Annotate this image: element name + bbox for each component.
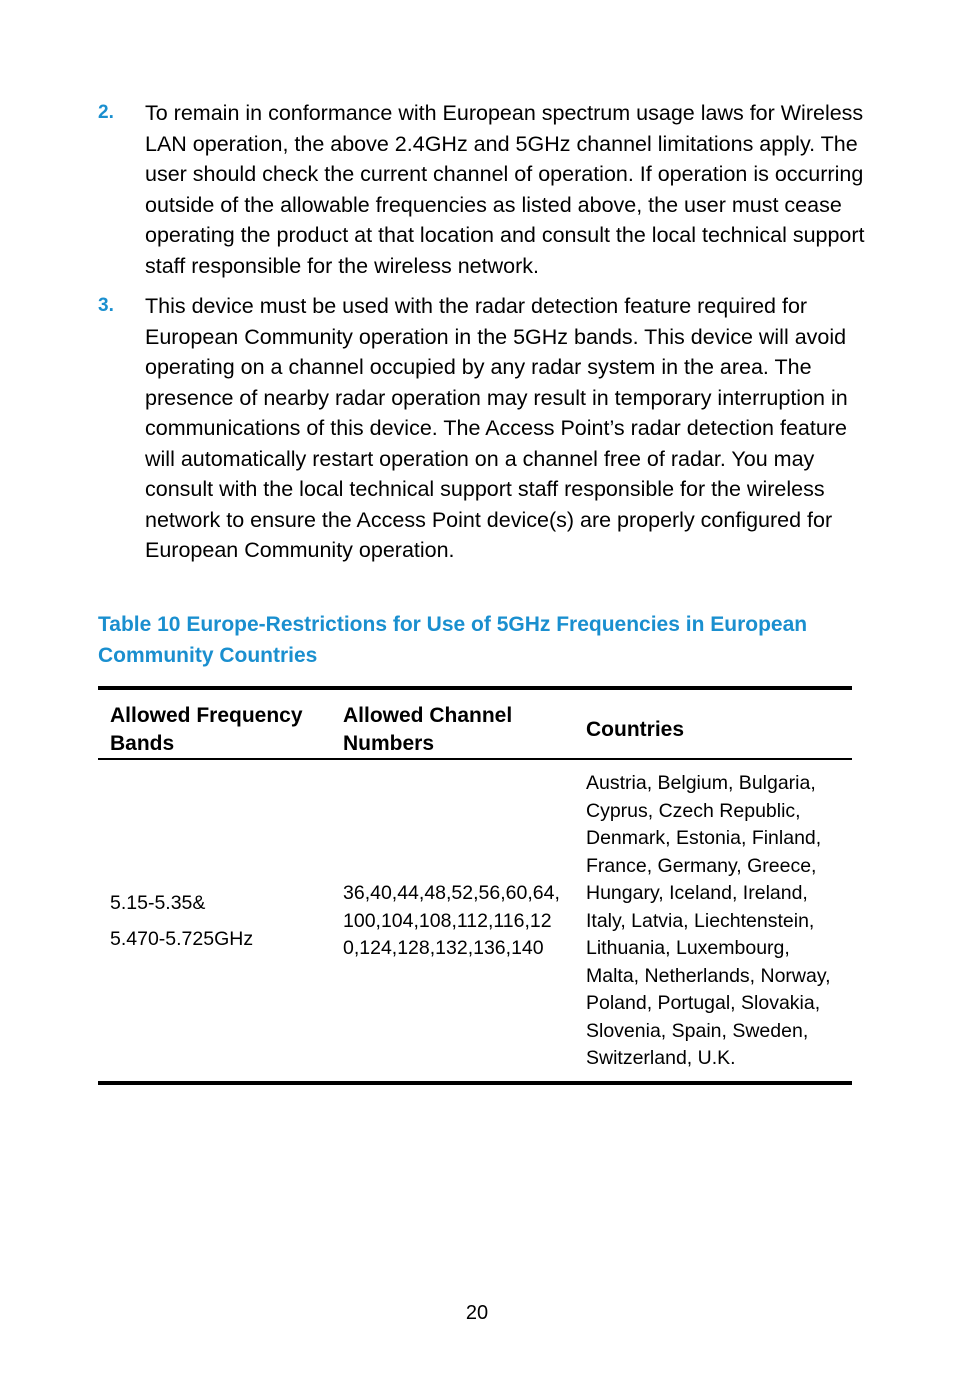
list-item (98, 98, 868, 281)
cell-channel-numbers: 36,40,44,48,52,56,60,64,100,104,108,112,116,120,124,128,132,136,140 (343, 882, 560, 959)
list-item (98, 291, 868, 566)
numbered-list (98, 98, 868, 576)
table (98, 686, 852, 1085)
frequency-restrictions-table (98, 686, 852, 1085)
list-item-number: 2. (98, 102, 114, 123)
cell-frequency-bands (98, 759, 331, 1083)
header-countries: Countries (574, 688, 852, 759)
band-range: 5.15-5.35& (110, 892, 206, 915)
cell-countries: Austria, Belgium, Bulgaria, Cyprus, Czech Republic, Denmark, Estonia, Finland, France, Germany, Greece, Hungary, Iceland, Ireland, Italy, Latvia, Liechtenstein, Lithuania, Luxembourg, Malta, Netherlands, Norway, Poland, Portugal, Slovakia, Slovenia, Spain, Sweden, Switzerland, U.K. (586, 772, 831, 1069)
header-frequency-bands: Allowed Frequency Bands (98, 688, 331, 759)
table-caption: Table 10 Europe-Restrictions for Use of 5GHz Frequencies in European Community Countries (98, 613, 808, 667)
list-item-text: This device must be used with the radar detection feature required for European Community operation in the 5GHz bands. This device will avoid operating on a channel occupied by any radar system in the area. The presence of nearby radar operation may result in temporary interruption in communications of this device. The Access Point’s radar detection feature will automatically restart operation on a channel free of radar. You may consult with the local technical support staff responsible for the wireless network to ensure the Access Point device(s) are properly configured for European Community operation. (145, 294, 848, 562)
list-item-text: To remain in conformance with European spectrum usage laws for Wireless LAN operation, the above 2.4GHz and 5GHz channel limitations apply. The user should check the current channel of operation. If operation is occurring outside of the allowable frequencies as listed above, the user must cease operating the product at that location and consult the local technical support staff responsible for the wireless network. (145, 101, 865, 278)
table-row (98, 759, 852, 1083)
band-range: 5.470-5.725GHz (110, 928, 254, 951)
page-number: 20 (465, 1302, 489, 1324)
header-channel-numbers: Allowed Channel Numbers (331, 688, 574, 759)
list-item-number: 3. (98, 295, 114, 316)
table-header-row (98, 688, 852, 759)
